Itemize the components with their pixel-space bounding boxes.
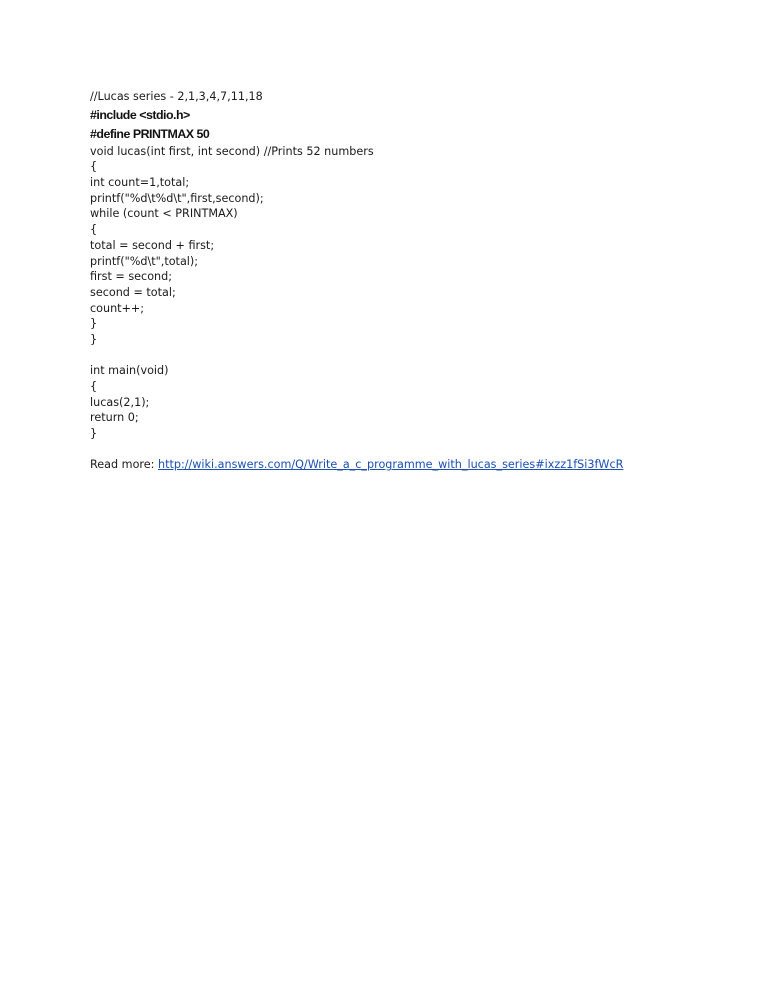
code-line: int count=1,total; xyxy=(90,176,190,190)
code-line-comment: //Lucas series - 2,1,3,4,7,11,18 xyxy=(90,90,263,103)
code-line: } xyxy=(90,317,98,331)
code-line: { xyxy=(90,160,98,174)
code-line: return 0; xyxy=(90,411,139,425)
blank-line xyxy=(90,442,730,458)
read-more-link[interactable]: http://wiki.answers.com/Q/Write_a_c_programme_with_lucas_series#ixzz1fSi3fWcR xyxy=(157,458,624,472)
code-line: { xyxy=(90,380,98,393)
blank-line xyxy=(90,348,730,364)
code-line: } xyxy=(90,427,98,441)
code-line: { xyxy=(90,223,98,237)
code-line: lucas(2,1); xyxy=(90,395,150,409)
code-line: count++; xyxy=(90,301,145,315)
code-line-include: #include <stdio.h> xyxy=(90,107,190,122)
code-line: first = second; xyxy=(90,270,173,284)
code-line: second = total; xyxy=(90,285,176,299)
code-line: while (count < PRINTMAX) xyxy=(90,207,238,221)
code-line-function-signature: void lucas(int first, int second) //Prints 52 numbers xyxy=(90,144,374,158)
code-line: printf("%d\t",total); xyxy=(90,254,199,268)
code-line: printf("%d\t%d\t",first,second); xyxy=(90,191,264,205)
read-more-line xyxy=(90,457,730,473)
code-line-define: #define PRINTMAX 50 xyxy=(90,126,210,141)
document-page xyxy=(90,89,730,473)
code-line: total = second + first; xyxy=(90,238,215,252)
read-more-label: Read more: xyxy=(90,458,158,472)
code-line-main-signature: int main(void) xyxy=(90,364,169,378)
code-line: } xyxy=(90,332,98,346)
